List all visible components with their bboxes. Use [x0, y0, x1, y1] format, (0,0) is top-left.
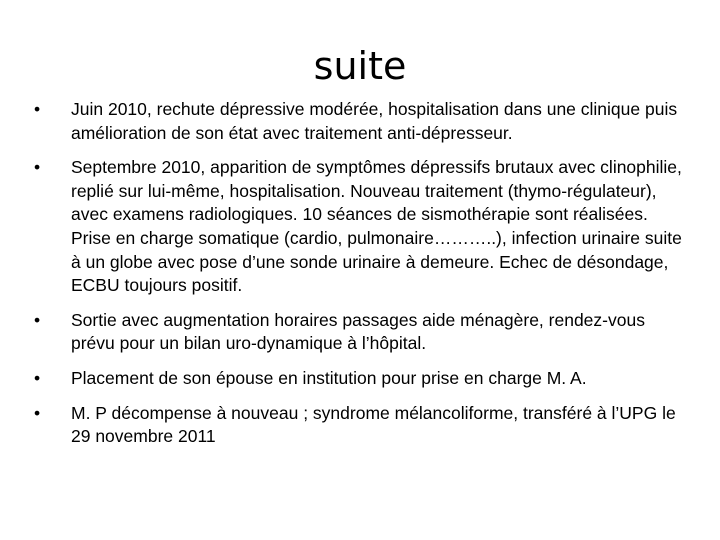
bullet-icon: • [34, 157, 41, 178]
bullet-icon: • [34, 309, 41, 330]
bullet-text: M. P décompense à nouveau ; syndrome mélancoliforme, transféré à l’UPG le 29 novembre 2011 [71, 402, 676, 447]
bullet-list [34, 98, 684, 460]
bullet-icon: • [34, 99, 41, 119]
bullet-item [34, 98, 684, 145]
bullet-text: Juin 2010, rechute dépressive modérée, hospitalisation dans une clinique puis amélioration de son état avec traitement anti-dépresseur. [71, 99, 678, 143]
bullet-text: Sortie avec augmentation horaires passages aide ménagère, rendez-vous prévu pour un bilan uro-dynamique à l’hôpital. [71, 309, 645, 354]
bullet-item [34, 309, 684, 356]
bullet-item [34, 402, 684, 449]
bullet-icon: • [34, 367, 41, 388]
bullet-item [34, 156, 684, 298]
bullet-text: Placement de son épouse en institution pour prise en charge M. A. [71, 367, 587, 388]
bullet-icon: • [34, 402, 41, 423]
bullet-text: Septembre 2010, apparition de symptômes dépressifs brutaux avec clinophilie, replié sur lui-même, hospitalisation. Nouveau traitement (thymo-régulateur), avec examens radiologiques. 10 séances de sismothérapie sont réalisées. Prise en charge somatique (cardio, pulmonaire………..), infection urinaire suite à un globe avec pose d’une sonde urinaire à demeure. Echec de désondage, ECBU toujours positif. [71, 157, 682, 296]
bullet-item [34, 367, 684, 391]
slide-title: suite [313, 44, 407, 88]
